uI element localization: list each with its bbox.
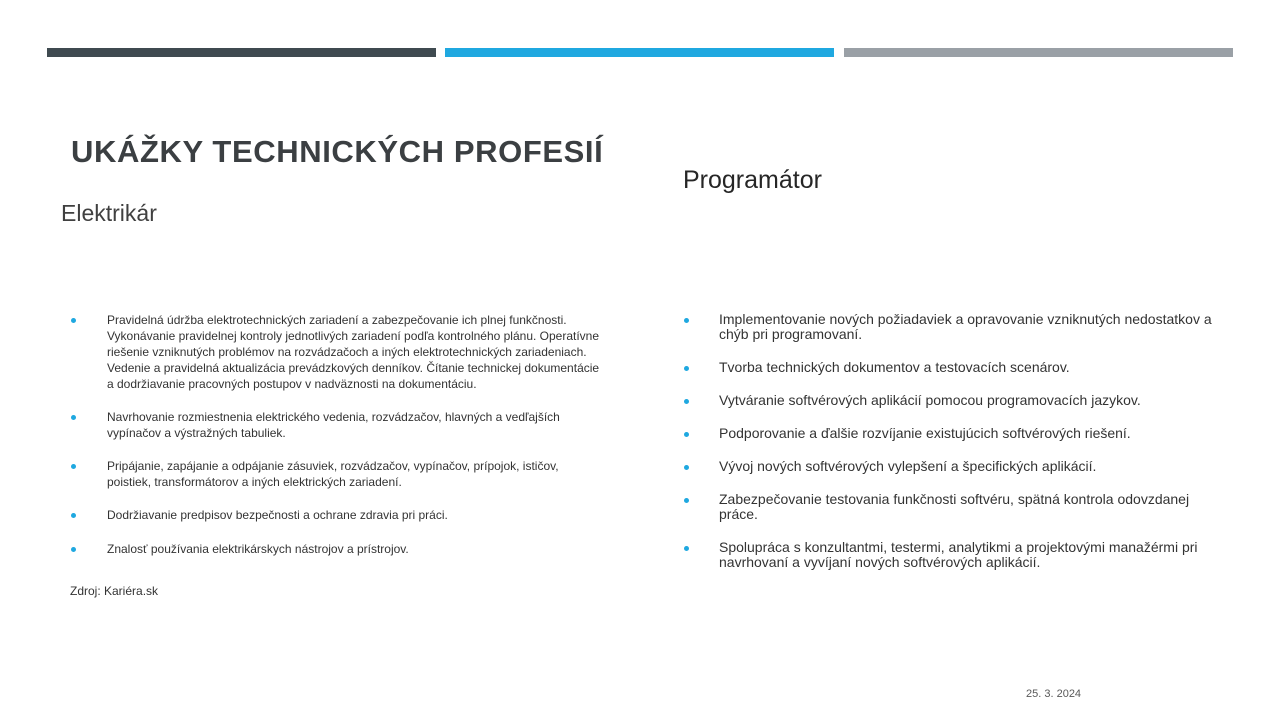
list-item: Spolupráca s konzultantmi, testermi, analytikmi a projektovými manažérmi pri navrhovaní a vyvíjaní nových softvérových aplikácií. — [684, 540, 1224, 570]
bullet-icon — [684, 546, 689, 551]
top-bar-dark — [47, 48, 436, 57]
top-bar-blue — [445, 48, 834, 57]
source-note: Zdroj: Kariéra.sk — [70, 584, 159, 598]
list-item: Dodržiavanie predpisov bezpečnosti a ochrane zdravia pri práci. — [71, 507, 601, 523]
list-item: Zabezpečovanie testovania funkčnosti softvéru, spätná kontrola odovzdanej práce. — [684, 492, 1224, 522]
bullet-icon — [684, 465, 689, 470]
list-item: Pravidelná údržba elektrotechnických zariadení a zabezpečovanie ich plnej funkčnosti. Vykonávanie pravidelnej kontroly jednotlivých zariadení podľa kontrolného plánu. Operatívne riešenie vzniknutých problémov na rozvádzačoch a iných elektrotechnických zariadeniach. Vedenie a pravidelná aktualizácia prevádzkových denníkov. Čítanie technickej dokumentácie a dodržiavanie pracovných postupov v nadväznosti na dokumentáciu. — [71, 312, 601, 392]
slide-title: UKÁŽKY TECHNICKÝCH PROFESIÍ — [71, 134, 604, 169]
slide-date: 25. 3. 2024 — [1026, 688, 1082, 700]
bullet-icon — [71, 318, 76, 323]
bullet-icon — [71, 415, 76, 420]
list-item: Implementovanie nových požiadaviek a opravovanie vzniknutých nedostatkov a chýb pri programovaní. — [684, 312, 1224, 342]
bullet-icon — [684, 366, 689, 371]
list-item: Znalosť používania elektrikárskych nástrojov a prístrojov. — [71, 541, 601, 557]
bullet-icon — [71, 547, 76, 552]
list-item: Vytváranie softvérových aplikácií pomocou programovacích jazykov. — [684, 393, 1224, 408]
bullet-icon — [684, 432, 689, 437]
electrician-duties-list — [71, 312, 601, 557]
bullet-icon — [684, 399, 689, 404]
list-item: Tvorba technických dokumentov a testovacích scenárov. — [684, 360, 1224, 375]
top-bar-gray — [844, 48, 1233, 57]
bullet-icon — [71, 464, 76, 469]
electrician-heading: Elektrikár — [61, 200, 157, 226]
list-item: Pripájanie, zapájanie a odpájanie zásuviek, rozvádzačov, vypínačov, prípojok, ističov, poistiek, transformátorov a iných elektrických zariadení. — [71, 458, 601, 490]
list-item: Podporovanie a ďalšie rozvíjanie existujúcich softvérových riešení. — [684, 426, 1224, 441]
bullet-icon — [71, 513, 76, 518]
list-item: Navrhovanie rozmiestnenia elektrického vedenia, rozvádzačov, hlavných a vedľajších vypínačov a výstražných tabuliek. — [71, 409, 601, 441]
programmer-duties-list — [684, 312, 1224, 588]
programmer-heading: Programátor — [683, 166, 822, 194]
bullet-icon — [684, 498, 689, 503]
list-item: Vývoj nových softvérových vylepšení a špecifických aplikácií. — [684, 459, 1224, 474]
bullet-icon — [684, 318, 689, 323]
